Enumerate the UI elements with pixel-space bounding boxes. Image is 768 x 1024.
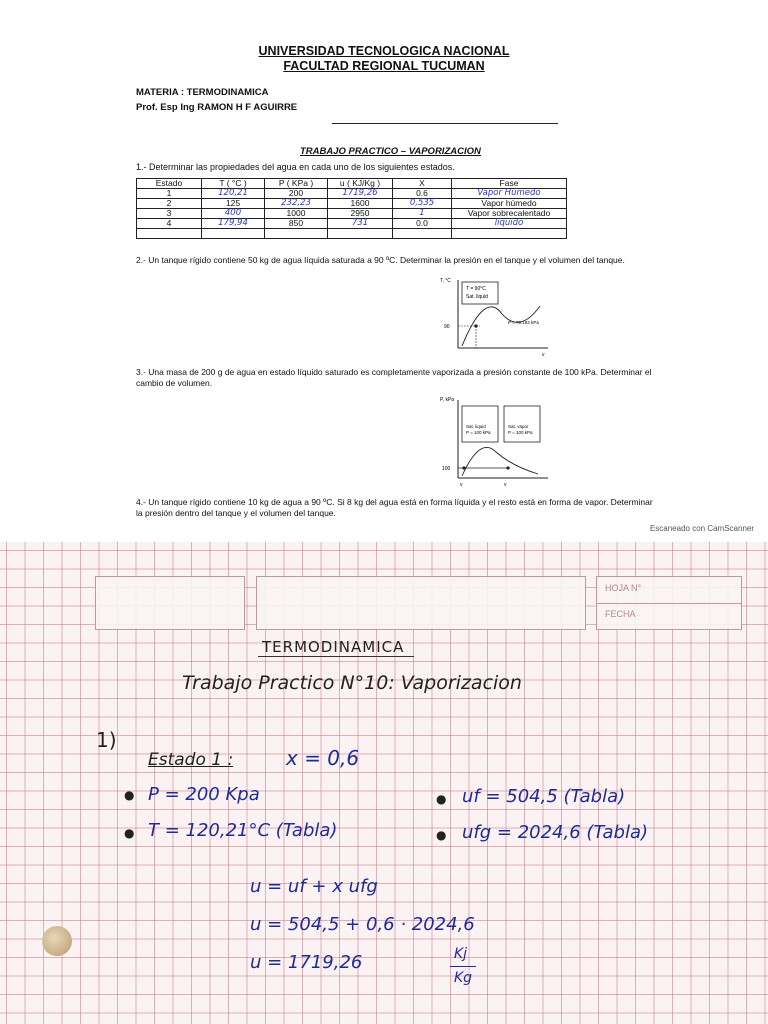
- handwritten-sheet: [0, 542, 768, 1024]
- figure-1-diagram: [440, 276, 550, 358]
- header-divider: [597, 603, 741, 604]
- cell: 1000: [265, 209, 328, 219]
- cell: 0.6: [393, 189, 452, 199]
- sheet-header-box-2: [256, 576, 586, 630]
- coin-object: [42, 926, 72, 956]
- col-u: u ( KJ/Kg ): [328, 179, 393, 189]
- col-t: T ( °C ): [202, 179, 265, 189]
- subject-underline: [258, 656, 414, 657]
- cell: [452, 229, 567, 239]
- temperature-value: T = 120,21°C (Tabla): [148, 820, 338, 841]
- cell-handwritten: 400: [202, 209, 265, 219]
- table-row: [137, 189, 567, 199]
- fig1-box1: T = 90°C: [466, 286, 486, 292]
- cell: [137, 229, 202, 239]
- col-x: X: [393, 179, 452, 189]
- cell: [202, 229, 265, 239]
- uf-value: uf = 504,5 (Tabla): [462, 786, 626, 807]
- cell-handwritten: 120,21: [202, 189, 265, 199]
- table-header-row: [137, 179, 567, 189]
- fig2-ylabel: P, kPa: [440, 397, 455, 403]
- fig2-tick: 100: [442, 466, 451, 472]
- bullet-icon: ●: [436, 828, 447, 842]
- sheet-header-box-3: [596, 576, 742, 630]
- faculty-heading: FACULTAD REGIONAL TUCUMAN: [283, 59, 485, 73]
- unit-fraction-bar: [450, 966, 476, 967]
- cell-handwritten: 1719,26: [328, 189, 393, 199]
- cell: 0.0: [393, 219, 452, 229]
- fecha-label: FECHA: [605, 609, 636, 619]
- fig1-curve-label: P = 70.183 kPa: [508, 320, 539, 325]
- cell-handwritten: liquido: [452, 219, 567, 229]
- unit-numerator: Kj: [454, 946, 468, 962]
- fig2-v1: v: [460, 482, 463, 488]
- equation-line-2: u = 504,5 + 0,6 · 2024,6: [250, 914, 475, 935]
- university-heading: UNIVERSIDAD TECNOLOGICA NACIONAL: [258, 44, 510, 58]
- cell: 125: [202, 199, 265, 209]
- fig2-tank1b: P = 100 kPa: [466, 430, 491, 435]
- question-1: 1.- Determinar las propiedades del agua en cada uno de los siguientes estados.: [136, 162, 455, 172]
- table-row: [137, 209, 567, 219]
- question-2: 2.- Un tanque rígido contiene 50 kg de agua líquida saturada a 90 ºC. Determinar la presión en el tanque y el volumen del tanque.: [136, 255, 625, 265]
- cell-handwritten: 179,94: [202, 219, 265, 229]
- cell: 1: [137, 189, 202, 199]
- cell: 2950: [328, 209, 393, 219]
- scanner-watermark: Escaneado con CamScanner: [649, 524, 754, 533]
- subject-line: MATERIA : TERMODINAMICA: [136, 87, 269, 98]
- cell: Vapor sobrecalentado: [452, 209, 567, 219]
- col-fase: Fase: [452, 179, 567, 189]
- cell: [393, 229, 452, 239]
- equation-line-3: u = 1719,26: [250, 952, 363, 973]
- cell-handwritten: 731: [328, 219, 393, 229]
- table-row: [137, 219, 567, 229]
- bullet-icon: ●: [124, 826, 135, 840]
- quality-value: x = 0,6: [286, 746, 360, 770]
- bullet-icon: ●: [436, 792, 447, 806]
- fig1-ylabel: T, °C: [440, 278, 451, 284]
- estado-label: Estado 1 :: [148, 750, 234, 770]
- professor-line: Prof. Esp Ing RAMON H F AGUIRRE: [136, 102, 298, 113]
- properties-table: [136, 178, 567, 239]
- cell: [328, 229, 393, 239]
- pressure-value: P = 200 Kpa: [148, 784, 260, 805]
- fig1-box2: Sat. liquid: [466, 294, 488, 300]
- fig2-v2: v: [504, 482, 507, 488]
- col-estado: Estado: [137, 179, 202, 189]
- cell: 850: [265, 219, 328, 229]
- header-rule: [332, 123, 558, 124]
- figure-2-diagram: [440, 396, 552, 488]
- practice-title: TRABAJO PRACTICO – VAPORIZACION: [300, 146, 481, 157]
- cell-handwritten: Vapor Húmedo: [452, 189, 567, 199]
- cell: 2: [137, 199, 202, 209]
- table-row: [137, 229, 567, 239]
- equation-line-1: u = uf + x ufg: [250, 876, 378, 897]
- cell: 3: [137, 209, 202, 219]
- cell: Vapor húmedo: [452, 199, 567, 209]
- fig2-tank1a: Sat. liquid: [466, 424, 486, 429]
- cell-handwritten: 0,535: [393, 199, 452, 209]
- item-number: 1): [96, 728, 117, 752]
- cell: [265, 229, 328, 239]
- fig2-tank2b: P = 100 kPa: [508, 430, 533, 435]
- fig2-tank2a: Sat. vapor: [508, 424, 529, 429]
- sheet-header-box-1: [95, 576, 245, 630]
- bullet-icon: ●: [124, 788, 135, 802]
- sheet-subject: TERMODINAMICA: [262, 638, 405, 656]
- hoja-label: HOJA N°: [605, 583, 642, 593]
- cell: 1600: [328, 199, 393, 209]
- cell: 200: [265, 189, 328, 199]
- col-p: P ( KPa ): [265, 179, 328, 189]
- cell: 4: [137, 219, 202, 229]
- cell-handwritten: 1: [393, 209, 452, 219]
- question-3: 3.- Una masa de 200 g de agua en estado líquido saturado es completamente vaporizada a presión constante de 100 kPa. Determinar el cambio de volumen.: [136, 367, 652, 388]
- fig1-xlabel: v: [542, 352, 545, 358]
- question-4: 4.- Un tanque rígido contiene 10 kg de agua a 90 ºC. Si 8 kg del agua está en forma líquida y el resto está en forma de vapor. Determinar la presión dentro del tanque y el volumen del tanque.: [136, 497, 653, 518]
- ufg-value: ufg = 2024,6 (Tabla): [462, 822, 649, 843]
- unit-denominator: Kg: [454, 970, 473, 986]
- sheet-title: Trabajo Practico N°10: Vaporizacion: [182, 672, 522, 694]
- fig1-tick: 90: [444, 324, 450, 330]
- cell-handwritten: 232,23: [265, 199, 328, 209]
- table-row: [137, 199, 567, 209]
